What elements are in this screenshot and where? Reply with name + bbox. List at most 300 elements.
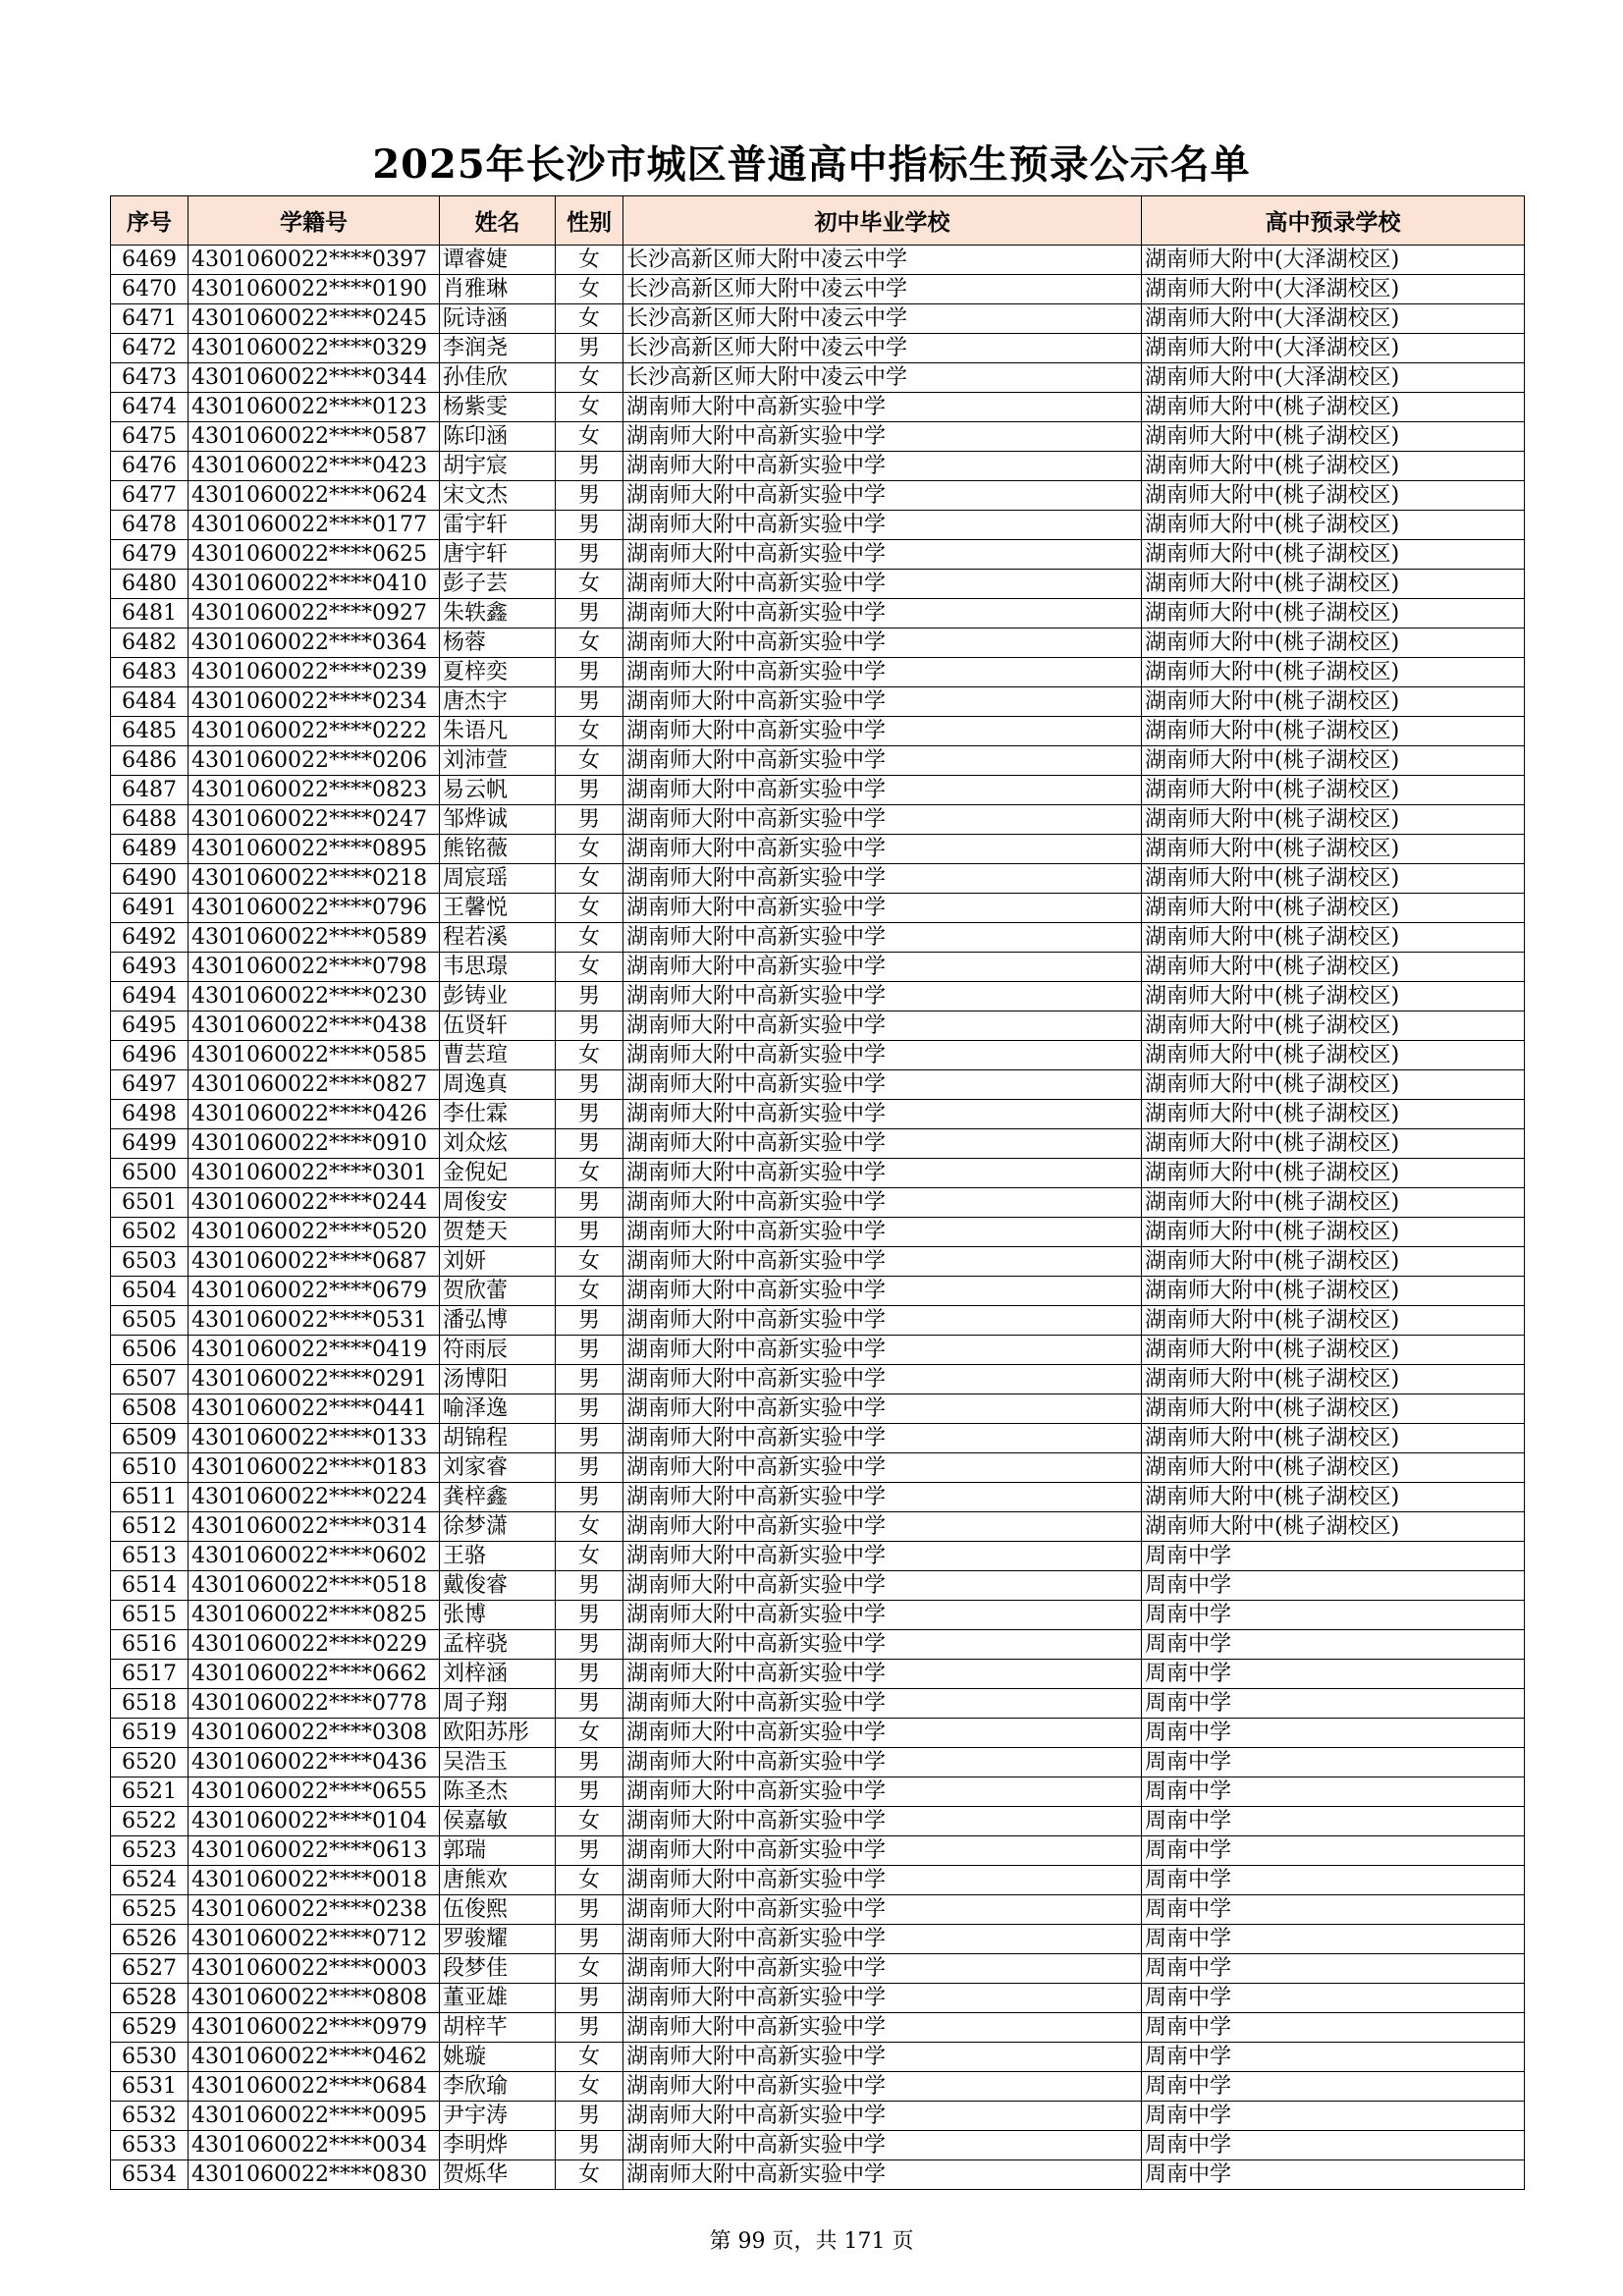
- cell-student-id: 4301060022****0123: [189, 393, 440, 422]
- cell-middle-school: 长沙高新区师大附中凌云中学: [623, 363, 1142, 393]
- cell-student-id: 4301060022****0245: [189, 304, 440, 334]
- cell-name: 唐杰宇: [440, 687, 556, 717]
- cell-seq: 6476: [111, 452, 189, 481]
- table-row: [111, 1748, 1525, 1777]
- cell-gender: 男: [556, 334, 623, 363]
- cell-seq: 6487: [111, 776, 189, 805]
- cell-middle-school: 湖南师大附中高新实验中学: [623, 1247, 1142, 1277]
- cell-high-school: 周南中学: [1142, 2043, 1525, 2072]
- cell-middle-school: 湖南师大附中高新实验中学: [623, 629, 1142, 658]
- cell-seq: 6529: [111, 2013, 189, 2043]
- cell-student-id: 4301060022****0344: [189, 363, 440, 393]
- cell-gender: 男: [556, 1336, 623, 1365]
- cell-high-school: 湖南师大附中(桃子湖校区): [1142, 452, 1525, 481]
- cell-seq: 6514: [111, 1571, 189, 1601]
- cell-gender: 男: [556, 982, 623, 1011]
- table-row: [111, 334, 1525, 363]
- cell-name: 段梦佳: [440, 1954, 556, 1984]
- cell-middle-school: 湖南师大附中高新实验中学: [623, 1630, 1142, 1660]
- table-row: [111, 1689, 1525, 1719]
- cell-high-school: 湖南师大附中(桃子湖校区): [1142, 481, 1525, 511]
- cell-gender: 男: [556, 1925, 623, 1954]
- cell-middle-school: 湖南师大附中高新实验中学: [623, 1660, 1142, 1689]
- cell-seq: 6524: [111, 1866, 189, 1895]
- table-body: [111, 246, 1525, 2190]
- cell-student-id: 4301060022****0224: [189, 1483, 440, 1512]
- cell-student-id: 4301060022****0438: [189, 1011, 440, 1041]
- cell-middle-school: 长沙高新区师大附中凌云中学: [623, 304, 1142, 334]
- cell-name: 龚梓鑫: [440, 1483, 556, 1512]
- cell-high-school: 周南中学: [1142, 1748, 1525, 1777]
- cell-name: 金倪妃: [440, 1159, 556, 1188]
- cell-high-school: 周南中学: [1142, 1954, 1525, 1984]
- cell-high-school: 周南中学: [1142, 1689, 1525, 1719]
- cell-seq: 6472: [111, 334, 189, 363]
- cell-name: 朱语凡: [440, 717, 556, 746]
- cell-high-school: 湖南师大附中(桃子湖校区): [1142, 599, 1525, 629]
- cell-seq: 6528: [111, 1984, 189, 2013]
- table-row: [111, 246, 1525, 275]
- cell-student-id: 4301060022****0827: [189, 1070, 440, 1100]
- cell-seq: 6493: [111, 953, 189, 982]
- cell-middle-school: 湖南师大附中高新实验中学: [623, 1159, 1142, 1188]
- cell-high-school: 湖南师大附中(桃子湖校区): [1142, 923, 1525, 953]
- cell-student-id: 4301060022****0587: [189, 422, 440, 452]
- table-row: [111, 1011, 1525, 1041]
- cell-seq: 6502: [111, 1218, 189, 1247]
- cell-seq: 6490: [111, 864, 189, 894]
- cell-student-id: 4301060022****0518: [189, 1571, 440, 1601]
- cell-seq: 6471: [111, 304, 189, 334]
- table-row: [111, 1070, 1525, 1100]
- cell-seq: 6506: [111, 1336, 189, 1365]
- cell-middle-school: 湖南师大附中高新实验中学: [623, 1100, 1142, 1129]
- table-row: [111, 1365, 1525, 1394]
- cell-gender: 女: [556, 864, 623, 894]
- cell-seq: 6526: [111, 1925, 189, 1954]
- table-row: [111, 658, 1525, 687]
- cell-seq: 6500: [111, 1159, 189, 1188]
- cell-high-school: 湖南师大附中(桃子湖校区): [1142, 1188, 1525, 1218]
- table-row: [111, 746, 1525, 776]
- cell-middle-school: 湖南师大附中高新实验中学: [623, 1954, 1142, 1984]
- table-row: [111, 1424, 1525, 1453]
- cell-seq: 6473: [111, 363, 189, 393]
- cell-seq: 6531: [111, 2072, 189, 2102]
- cell-seq: 6497: [111, 1070, 189, 1100]
- cell-middle-school: 湖南师大附中高新实验中学: [623, 1689, 1142, 1719]
- cell-high-school: 周南中学: [1142, 1601, 1525, 1630]
- cell-student-id: 4301060022****0625: [189, 540, 440, 570]
- cell-high-school: 湖南师大附中(桃子湖校区): [1142, 1306, 1525, 1336]
- cell-name: 周宸瑶: [440, 864, 556, 894]
- cell-middle-school: 湖南师大附中高新实验中学: [623, 1336, 1142, 1365]
- page-title: 2025年长沙市城区普通高中指标生预录公示名单: [372, 141, 1251, 188]
- cell-middle-school: 湖南师大附中高新实验中学: [623, 835, 1142, 864]
- cell-name: 阮诗涵: [440, 304, 556, 334]
- cell-name: 谭睿婕: [440, 246, 556, 275]
- cell-middle-school: 湖南师大附中高新实验中学: [623, 2013, 1142, 2043]
- cell-gender: 男: [556, 1748, 623, 1777]
- cell-name: 张博: [440, 1601, 556, 1630]
- cell-seq: 6517: [111, 1660, 189, 1689]
- cell-high-school: 湖南师大附中(大泽湖校区): [1142, 246, 1525, 275]
- cell-gender: 女: [556, 304, 623, 334]
- cell-gender: 女: [556, 1247, 623, 1277]
- cell-high-school: 湖南师大附中(桃子湖校区): [1142, 953, 1525, 982]
- cell-high-school: 湖南师大附中(桃子湖校区): [1142, 864, 1525, 894]
- table-row: [111, 393, 1525, 422]
- cell-name: 伍贤轩: [440, 1011, 556, 1041]
- table-row: [111, 1866, 1525, 1895]
- cell-student-id: 4301060022****0423: [189, 452, 440, 481]
- cell-gender: 女: [556, 1719, 623, 1748]
- cell-seq: 6515: [111, 1601, 189, 1630]
- cell-gender: 女: [556, 1159, 623, 1188]
- cell-seq: 6469: [111, 246, 189, 275]
- table-row: [111, 599, 1525, 629]
- cell-middle-school: 湖南师大附中高新实验中学: [623, 1365, 1142, 1394]
- cell-middle-school: 湖南师大附中高新实验中学: [623, 1601, 1142, 1630]
- table-row: [111, 1188, 1525, 1218]
- cell-student-id: 4301060022****0825: [189, 1601, 440, 1630]
- cell-name: 王骆: [440, 1542, 556, 1571]
- cell-gender: 女: [556, 2043, 623, 2072]
- cell-student-id: 4301060022****0426: [189, 1100, 440, 1129]
- cell-name: 胡锦程: [440, 1424, 556, 1453]
- cell-student-id: 4301060022****0247: [189, 805, 440, 835]
- cell-name: 宋文杰: [440, 481, 556, 511]
- cell-gender: 女: [556, 422, 623, 452]
- cell-name: 曹芸瑄: [440, 1041, 556, 1070]
- cell-student-id: 4301060022****0613: [189, 1836, 440, 1866]
- cell-student-id: 4301060022****0034: [189, 2131, 440, 2160]
- cell-gender: 女: [556, 570, 623, 599]
- cell-gender: 女: [556, 894, 623, 923]
- cell-middle-school: 湖南师大附中高新实验中学: [623, 1777, 1142, 1807]
- cell-middle-school: 湖南师大附中高新实验中学: [623, 1188, 1142, 1218]
- cell-middle-school: 湖南师大附中高新实验中学: [623, 2131, 1142, 2160]
- cell-name: 刘梓涵: [440, 1660, 556, 1689]
- cell-gender: 男: [556, 452, 623, 481]
- cell-student-id: 4301060022****0364: [189, 629, 440, 658]
- cell-middle-school: 湖南师大附中高新实验中学: [623, 2043, 1142, 2072]
- column-header-high-school: 高中预录学校: [1142, 196, 1525, 246]
- cell-seq: 6470: [111, 275, 189, 304]
- cell-seq: 6534: [111, 2160, 189, 2190]
- cell-student-id: 4301060022****0585: [189, 1041, 440, 1070]
- table-row: [111, 511, 1525, 540]
- cell-gender: 女: [556, 2072, 623, 2102]
- cell-gender: 女: [556, 363, 623, 393]
- cell-student-id: 4301060022****0206: [189, 746, 440, 776]
- cell-seq: 6510: [111, 1453, 189, 1483]
- table-row: [111, 1394, 1525, 1424]
- cell-name: 吴浩玉: [440, 1748, 556, 1777]
- cell-student-id: 4301060022****0531: [189, 1306, 440, 1336]
- cell-gender: 男: [556, 1129, 623, 1159]
- cell-gender: 男: [556, 1394, 623, 1424]
- table-row: [111, 805, 1525, 835]
- cell-student-id: 4301060022****0301: [189, 1159, 440, 1188]
- cell-middle-school: 湖南师大附中高新实验中学: [623, 511, 1142, 540]
- cell-middle-school: 湖南师大附中高新实验中学: [623, 1984, 1142, 2013]
- cell-seq: 6478: [111, 511, 189, 540]
- cell-gender: 女: [556, 246, 623, 275]
- cell-middle-school: 湖南师大附中高新实验中学: [623, 452, 1142, 481]
- cell-student-id: 4301060022****0436: [189, 1748, 440, 1777]
- table-row: [111, 1895, 1525, 1925]
- cell-middle-school: 湖南师大附中高新实验中学: [623, 894, 1142, 923]
- cell-high-school: 周南中学: [1142, 1925, 1525, 1954]
- table-row: [111, 1129, 1525, 1159]
- cell-middle-school: 湖南师大附中高新实验中学: [623, 1453, 1142, 1483]
- cell-middle-school: 湖南师大附中高新实验中学: [623, 540, 1142, 570]
- table-row: [111, 776, 1525, 805]
- cell-gender: 女: [556, 275, 623, 304]
- cell-gender: 男: [556, 1630, 623, 1660]
- cell-name: 刘妍: [440, 1247, 556, 1277]
- table-row: [111, 1336, 1525, 1365]
- cell-middle-school: 湖南师大附中高新实验中学: [623, 1895, 1142, 1925]
- cell-student-id: 4301060022****0230: [189, 982, 440, 1011]
- cell-student-id: 4301060022****0222: [189, 717, 440, 746]
- cell-high-school: 湖南师大附中(大泽湖校区): [1142, 275, 1525, 304]
- cell-seq: 6519: [111, 1719, 189, 1748]
- cell-gender: 女: [556, 1512, 623, 1542]
- table-row: [111, 275, 1525, 304]
- cell-name: 贺烁华: [440, 2160, 556, 2190]
- cell-seq: 6486: [111, 746, 189, 776]
- cell-high-school: 湖南师大附中(桃子湖校区): [1142, 1453, 1525, 1483]
- cell-name: 胡宇宸: [440, 452, 556, 481]
- cell-gender: 男: [556, 511, 623, 540]
- cell-student-id: 4301060022****0823: [189, 776, 440, 805]
- cell-middle-school: 湖南师大附中高新实验中学: [623, 570, 1142, 599]
- cell-high-school: 周南中学: [1142, 1571, 1525, 1601]
- cell-high-school: 周南中学: [1142, 2013, 1525, 2043]
- cell-seq: 6513: [111, 1542, 189, 1571]
- table-row: [111, 570, 1525, 599]
- cell-gender: 男: [556, 1306, 623, 1336]
- table-row: [111, 1601, 1525, 1630]
- cell-gender: 男: [556, 1984, 623, 2013]
- cell-seq: 6483: [111, 658, 189, 687]
- table-row: [111, 1836, 1525, 1866]
- cell-seq: 6484: [111, 687, 189, 717]
- table-row: [111, 2013, 1525, 2043]
- cell-name: 刘家睿: [440, 1453, 556, 1483]
- table-row: [111, 1925, 1525, 1954]
- cell-gender: 男: [556, 2102, 623, 2131]
- cell-high-school: 周南中学: [1142, 1807, 1525, 1836]
- cell-name: 杨蓉: [440, 629, 556, 658]
- cell-seq: 6532: [111, 2102, 189, 2131]
- cell-high-school: 周南中学: [1142, 2160, 1525, 2190]
- table-row: [111, 2072, 1525, 2102]
- cell-middle-school: 湖南师大附中高新实验中学: [623, 953, 1142, 982]
- table-row: [111, 717, 1525, 746]
- cell-name: 李润尧: [440, 334, 556, 363]
- cell-name: 刘沛萱: [440, 746, 556, 776]
- cell-middle-school: 湖南师大附中高新实验中学: [623, 982, 1142, 1011]
- cell-name: 李仕霖: [440, 1100, 556, 1129]
- cell-student-id: 4301060022****0712: [189, 1925, 440, 1954]
- cell-gender: 女: [556, 629, 623, 658]
- table-row: [111, 1453, 1525, 1483]
- cell-student-id: 4301060022****0798: [189, 953, 440, 982]
- cell-high-school: 湖南师大附中(桃子湖校区): [1142, 1424, 1525, 1453]
- cell-middle-school: 湖南师大附中高新实验中学: [623, 746, 1142, 776]
- cell-gender: 男: [556, 658, 623, 687]
- cell-seq: 6504: [111, 1277, 189, 1306]
- cell-high-school: 湖南师大附中(桃子湖校区): [1142, 687, 1525, 717]
- cell-high-school: 湖南师大附中(桃子湖校区): [1142, 1277, 1525, 1306]
- table-row: [111, 1719, 1525, 1748]
- column-header-student-id: 学籍号: [189, 196, 440, 246]
- cell-student-id: 4301060022****0778: [189, 1689, 440, 1719]
- cell-gender: 女: [556, 1866, 623, 1895]
- cell-gender: 男: [556, 1660, 623, 1689]
- cell-student-id: 4301060022****0238: [189, 1895, 440, 1925]
- cell-gender: 女: [556, 393, 623, 422]
- cell-name: 杨紫雯: [440, 393, 556, 422]
- cell-middle-school: 湖南师大附中高新实验中学: [623, 1041, 1142, 1070]
- cell-name: 王馨悦: [440, 894, 556, 923]
- cell-name: 侯嘉敏: [440, 1807, 556, 1836]
- cell-high-school: 周南中学: [1142, 2102, 1525, 2131]
- table-row: [111, 1984, 1525, 2013]
- cell-gender: 男: [556, 1011, 623, 1041]
- cell-high-school: 湖南师大附中(桃子湖校区): [1142, 746, 1525, 776]
- table-row: [111, 1483, 1525, 1512]
- cell-name: 董亚雄: [440, 1984, 556, 2013]
- cell-high-school: 周南中学: [1142, 1836, 1525, 1866]
- cell-middle-school: 湖南师大附中高新实验中学: [623, 1807, 1142, 1836]
- cell-middle-school: 长沙高新区师大附中凌云中学: [623, 334, 1142, 363]
- table-row: [111, 982, 1525, 1011]
- cell-high-school: 湖南师大附中(桃子湖校区): [1142, 982, 1525, 1011]
- cell-gender: 女: [556, 923, 623, 953]
- cell-student-id: 4301060022****0133: [189, 1424, 440, 1453]
- table-row: [111, 363, 1525, 393]
- cell-seq: 6492: [111, 923, 189, 953]
- cell-seq: 6509: [111, 1424, 189, 1453]
- cell-seq: 6533: [111, 2131, 189, 2160]
- cell-seq: 6499: [111, 1129, 189, 1159]
- cell-gender: 男: [556, 1689, 623, 1719]
- cell-name: 孟梓骁: [440, 1630, 556, 1660]
- cell-student-id: 4301060022****0979: [189, 2013, 440, 2043]
- cell-high-school: 湖南师大附中(桃子湖校区): [1142, 1336, 1525, 1365]
- cell-seq: 6482: [111, 629, 189, 658]
- cell-name: 韦思璟: [440, 953, 556, 982]
- table-row: [111, 422, 1525, 452]
- cell-gender: 男: [556, 599, 623, 629]
- cell-gender: 男: [556, 1571, 623, 1601]
- cell-high-school: 湖南师大附中(桃子湖校区): [1142, 1129, 1525, 1159]
- cell-student-id: 4301060022****0808: [189, 1984, 440, 2013]
- cell-gender: 男: [556, 2131, 623, 2160]
- cell-high-school: 周南中学: [1142, 1777, 1525, 1807]
- cell-student-id: 4301060022****0410: [189, 570, 440, 599]
- cell-seq: 6475: [111, 422, 189, 452]
- cell-high-school: 周南中学: [1142, 1719, 1525, 1748]
- cell-middle-school: 湖南师大附中高新实验中学: [623, 1306, 1142, 1336]
- cell-middle-school: 湖南师大附中高新实验中学: [623, 1542, 1142, 1571]
- cell-name: 李欣瑜: [440, 2072, 556, 2102]
- cell-seq: 6516: [111, 1630, 189, 1660]
- cell-middle-school: 湖南师大附中高新实验中学: [623, 1011, 1142, 1041]
- cell-name: 喻泽逸: [440, 1394, 556, 1424]
- cell-seq: 6520: [111, 1748, 189, 1777]
- table-row: [111, 1306, 1525, 1336]
- cell-name: 李明烨: [440, 2131, 556, 2160]
- table-row: [111, 1954, 1525, 1984]
- cell-gender: 女: [556, 1041, 623, 1070]
- cell-gender: 男: [556, 687, 623, 717]
- cell-seq: 6498: [111, 1100, 189, 1129]
- table-header-row: [111, 196, 1525, 246]
- cell-high-school: 湖南师大附中(桃子湖校区): [1142, 1159, 1525, 1188]
- cell-high-school: 湖南师大附中(大泽湖校区): [1142, 304, 1525, 334]
- cell-high-school: 湖南师大附中(桃子湖校区): [1142, 511, 1525, 540]
- column-header-seq: 序号: [111, 196, 189, 246]
- cell-seq: 6480: [111, 570, 189, 599]
- cell-seq: 6489: [111, 835, 189, 864]
- cell-seq: 6479: [111, 540, 189, 570]
- cell-student-id: 4301060022****0229: [189, 1630, 440, 1660]
- cell-name: 周逸真: [440, 1070, 556, 1100]
- cell-gender: 男: [556, 776, 623, 805]
- table-row: [111, 1512, 1525, 1542]
- cell-middle-school: 湖南师大附中高新实验中学: [623, 393, 1142, 422]
- table-row: [111, 2160, 1525, 2190]
- cell-name: 陈印涵: [440, 422, 556, 452]
- cell-seq: 6488: [111, 805, 189, 835]
- cell-middle-school: 湖南师大附中高新实验中学: [623, 776, 1142, 805]
- cell-middle-school: 湖南师大附中高新实验中学: [623, 599, 1142, 629]
- cell-high-school: 湖南师大附中(桃子湖校区): [1142, 1041, 1525, 1070]
- cell-high-school: 周南中学: [1142, 2072, 1525, 2102]
- cell-high-school: 湖南师大附中(桃子湖校区): [1142, 422, 1525, 452]
- cell-student-id: 4301060022****0602: [189, 1542, 440, 1571]
- cell-high-school: 湖南师大附中(桃子湖校区): [1142, 1070, 1525, 1100]
- cell-high-school: 湖南师大附中(大泽湖校区): [1142, 363, 1525, 393]
- cell-student-id: 4301060022****0291: [189, 1365, 440, 1394]
- cell-middle-school: 湖南师大附中高新实验中学: [623, 2160, 1142, 2190]
- cell-name: 邹烨诚: [440, 805, 556, 835]
- cell-gender: 男: [556, 1070, 623, 1100]
- cell-seq: 6494: [111, 982, 189, 1011]
- cell-seq: 6485: [111, 717, 189, 746]
- cell-gender: 男: [556, 1483, 623, 1512]
- page-footer: 第 99 页，共 171 页: [709, 2229, 914, 2254]
- cell-seq: 6512: [111, 1512, 189, 1542]
- cell-seq: 6495: [111, 1011, 189, 1041]
- cell-student-id: 4301060022****0662: [189, 1660, 440, 1689]
- cell-middle-school: 湖南师大附中高新实验中学: [623, 687, 1142, 717]
- table-row: [111, 1660, 1525, 1689]
- column-header-middle-school: 初中毕业学校: [623, 196, 1142, 246]
- cell-gender: 女: [556, 1954, 623, 1984]
- cell-name: 唐熊欢: [440, 1866, 556, 1895]
- cell-high-school: 湖南师大附中(桃子湖校区): [1142, 1100, 1525, 1129]
- cell-middle-school: 湖南师大附中高新实验中学: [623, 1483, 1142, 1512]
- cell-name: 夏梓奕: [440, 658, 556, 687]
- cell-student-id: 4301060022****0679: [189, 1277, 440, 1306]
- cell-gender: 男: [556, 1365, 623, 1394]
